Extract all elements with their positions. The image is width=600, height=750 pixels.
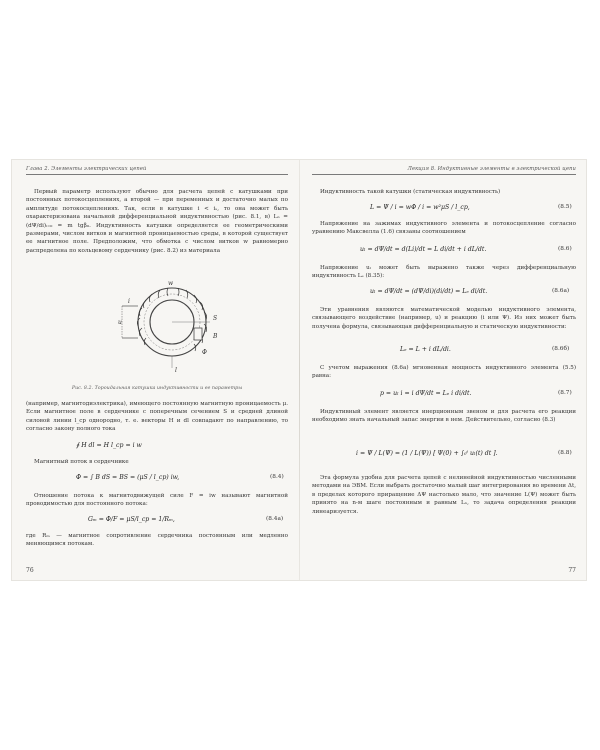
- left-page: [12, 160, 299, 580]
- label-s: S: [213, 315, 218, 322]
- left-paragraph-3: Магнитный поток в сердечнике: [34, 459, 129, 465]
- right-head-rule: [312, 174, 576, 175]
- right-paragraph-2: Напряжение на зажимах индуктивного элемента и потокосцепление согласно уравнению Максвелла (1.6) связаны соотношением: [312, 221, 576, 236]
- label-i: i: [128, 298, 130, 305]
- left-paragraph-1: Первый параметр используют обычно для расчета цепей с катушками при постоянных потокосцеплениях, а второй — при переменных и достаточно малых по амплитуде потокосцеплениях. Так, если в катушке i < iₛ, то она может быть охарактеризована начальной дифференциальной индуктивностью (рис. 8.1, в) Lₙ = (dΨ/di)ᵢ₌₀ = m tgβ₀. Индуктивность катушки определяется ее геометрическими размерами, числом витков и магнитной проницаемостью среды, в которой существует ее магнитное поле. Предположим, что обмотка с числом витков w равномерно распределена по кольцевому сердечнику (рис. 8.2) из материала: [26, 189, 288, 254]
- eq-num-8-5: (8.5): [558, 204, 572, 210]
- eq-num-8-6b: (8.6б): [552, 346, 570, 352]
- right-paragraph-1: Индуктивность такой катушки (статическая индуктивность): [320, 189, 501, 195]
- eq-num-8-6: (8.6): [558, 246, 572, 252]
- book-spread: [12, 160, 586, 580]
- eq-num-8-6a: (8.6а): [552, 288, 570, 294]
- eq-num-8-4: (8.4): [270, 474, 284, 480]
- formula-8-6b: Lₑ = L + i dL/di.: [400, 346, 451, 353]
- left-paragraph-2: (например, магнитодиэлектрика), имеющего постоянную магнитную проницаемость μ. Если магнитное поле в сердечнике с поперечным сечением S и средней длиной силовой линии l_ср однородно, т. е. векторы H и dl совпадают по направлению, то согласно закону полного тока: [26, 401, 288, 433]
- right-page: [300, 160, 586, 580]
- formula-flux: Φ = ∫ B dS = BS = (μS / l_ср) iw,: [76, 474, 180, 481]
- label-b: B: [213, 333, 218, 340]
- eq-num-8-8: (8.8): [558, 450, 572, 456]
- toroidal-coil-figure: [116, 276, 228, 374]
- formula-8-5: L = Ψ / i = wΦ / i = w²μS / l_ср,: [370, 204, 470, 211]
- label-l: l: [175, 367, 177, 374]
- formula-ampere-law: ∮ H dl = H l_ср = i w: [76, 442, 142, 449]
- left-paragraph-5: где Rₘ — магнитное сопротивление сердечника постоянным или медленно меняющимся потокам.: [26, 533, 288, 548]
- formula-8-7: p = uₗ i = i dΨ/dt = Lₑ i di/dt.: [380, 390, 472, 397]
- formula-8-6a: uₗ = dΨ/dt = (dΨ/di)(di/dt) = Lₑ di/dt.: [370, 288, 488, 295]
- right-page-number: 77: [568, 567, 576, 574]
- figure-caption: Рис. 8.2. Тороидальная катушка индуктивности и ее параметры: [71, 386, 243, 391]
- right-running-head: Лекция 8. Индуктивные элементы в электрической цепи: [407, 166, 576, 172]
- formula-permeance: Gₘ = Φ/F = μS/l_ср = 1/Rₘ,: [88, 516, 175, 523]
- right-paragraph-3: Напряжение uₗ может быть выражено также через дифференциальную индуктивность Lₑ (8.35):: [312, 265, 576, 280]
- eq-num-8-7: (8.7): [558, 390, 572, 396]
- left-page-number: 76: [26, 567, 34, 574]
- left-paragraph-4: Отношение потока к магнитодвижущей силе F = iw называют магнитной проводимостью для постоянного потока:: [26, 493, 288, 508]
- right-paragraph-4: Эти уравнения являются математической моделью индуктивного элемента, связывающего воздействие (например, u) и реакцию (i или Ψ). Из них может быть получена формула, связывающая дифференциальную и статическую индуктивности:: [312, 307, 576, 330]
- formula-8-6: uₗ = dΨ/dt = d(Li)/dt = L di/dt + i dL/dt.: [360, 246, 487, 253]
- left-head-rule: [26, 174, 288, 175]
- right-paragraph-7: Эта формула удобна для расчета цепей с нелинейной индуктивностью численными методами на ЭВМ. Если выбрать достаточно малый шаг интегрирования во времени Δt, в пределах которого приращение ΔΨ настолько мало, что значение L(Ψ) может быть принято на n-м шаге постоянным и равным Lₙ, то задача определения реакции линеаризуется.: [312, 475, 576, 515]
- right-paragraph-5: С учетом выражения (8.6а) мгновенная мощность индуктивного элемента (5.5) равна:: [312, 365, 576, 380]
- formula-8-8: i = Ψ / L(Ψ) = (1 / L(Ψ)) [ Ψ(0) + ∫₀ᵗ uₗ(t) dt ].: [356, 450, 498, 457]
- label-w: w: [168, 280, 174, 287]
- label-phi: Φ: [202, 349, 207, 356]
- eq-num-8-4a: (8.4а): [266, 516, 284, 522]
- label-u: u: [118, 319, 122, 326]
- left-running-head: Глава 2. Элементы электрических цепей: [26, 166, 147, 172]
- right-paragraph-6: Индуктивный элемент является инерционным звеном и для расчета его реакции необходимо знать начальный запас энергии в нем. Действительно, согласно (8.3): [312, 409, 576, 424]
